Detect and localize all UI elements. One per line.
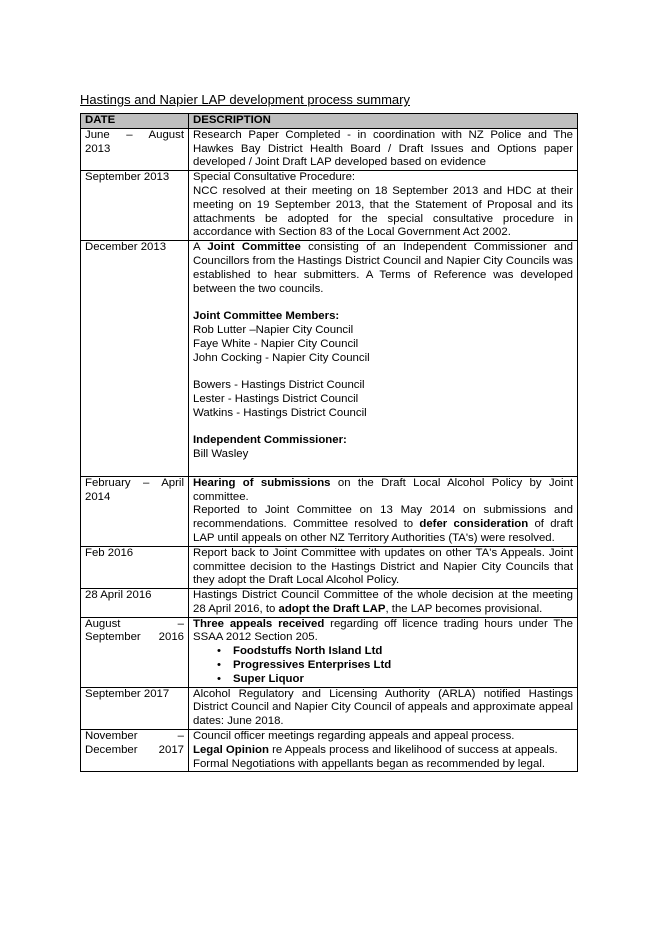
- members-heading: Joint Committee Members:: [193, 310, 340, 323]
- row-date: August – September 2016: [81, 617, 189, 687]
- row-description: Report back to Joint Committee with updates on other TA's Appeals. Joint committee decision to the Hastings District and Napier City Councils that they adopt the Draft Local Alcohol Policy.: [189, 546, 578, 588]
- procedure-text: NCC resolved at their meeting on 18 September 2013 and HDC at their meeting on 19 September 2013, that the Statement of Proposal and its attachments be adopted for the special consultative procedure in accordance with Section 83 of the Local Government Act 2002.: [193, 184, 573, 239]
- procedure-heading: Special Consultative Procedure:: [193, 171, 356, 184]
- table-row: [81, 687, 578, 729]
- appellant-item: • Progressives Enterprises Ltd: [193, 659, 573, 673]
- appellant-item: • Foodstuffs North Island Ltd: [193, 645, 573, 659]
- row-description: [189, 617, 578, 687]
- legal-opinion-bold: Legal Opinion: [193, 743, 269, 756]
- row-date: September 2013: [81, 171, 189, 241]
- member-item: Watkins - Hastings District Council: [193, 406, 367, 419]
- row-description: [189, 171, 578, 241]
- row-date: June – August 2013: [81, 128, 189, 170]
- commissioner-heading: Independent Commissioner:: [193, 434, 347, 447]
- legal-opinion-text: re Appeals process and likelihood of success at appeals.: [268, 743, 558, 756]
- member-item: Bowers - Hastings District Council: [193, 379, 365, 392]
- table-row: [81, 476, 578, 546]
- intro-text: consisting of an Independent Commissioner and Councillors from the Hastings District Council and Napier City Councils was established to hear submitters. A Terms of Reference was developed between the two councils.: [193, 241, 573, 295]
- table-row: [81, 128, 578, 170]
- row-date: Feb 2016: [81, 546, 189, 588]
- hearing-bold: Hearing of submissions: [193, 476, 331, 489]
- row-description: [189, 476, 578, 546]
- description-column-header: DESCRIPTION: [189, 114, 578, 129]
- meetings-text: Council officer meetings regarding appeals and appeal process.: [193, 730, 515, 743]
- commissioner-name: Bill Wasley: [193, 448, 249, 461]
- member-item: Faye White - Napier City Council: [193, 337, 359, 350]
- negotiations-text: Formal Negotiations with appellants began as recommended by legal.: [193, 757, 546, 770]
- member-item: Lester - Hastings District Council: [193, 392, 359, 405]
- appellant-item: • Super Liquor: [193, 673, 573, 687]
- intro-text: A: [193, 241, 208, 254]
- report-text: of draft LAP until appeals on other NZ Territory Authorities (TA's) were resolved.: [193, 518, 574, 544]
- row-description: [189, 730, 578, 772]
- appellant-list: [193, 645, 573, 686]
- hearing-text: on the Draft Local Alcohol Policy by Joint committee.: [193, 476, 573, 503]
- lap-summary-table: [80, 113, 578, 772]
- table-header-row: [81, 114, 578, 129]
- member-item: John Cocking - Napier City Council: [193, 351, 370, 364]
- appeals-bold: Three appeals received: [193, 617, 325, 630]
- member-item: Rob Lutter –Napier City Council: [193, 323, 354, 336]
- decision-text: Hastings District Council Committee of the whole decision at the meeting 28 April 2016, to: [193, 589, 573, 615]
- row-date: February – April 2014: [81, 476, 189, 546]
- table-row: [81, 617, 578, 687]
- row-date: 28 April 2016: [81, 589, 189, 618]
- row-description: [189, 589, 578, 618]
- decision-text: , the LAP becomes provisional.: [385, 602, 543, 615]
- report-text: Reported to Joint Committee on 13 May 2014 on submissions and recommendations. Committee resolved to: [193, 504, 573, 531]
- date-column-header: DATE: [81, 114, 189, 129]
- row-description: Alcohol Regulatory and Licensing Authority (ARLA) notified Hastings District Council and Napier City Council of appeals and approximate appeal dates: June 2018.: [189, 687, 578, 729]
- adopt-bold: adopt the Draft LAP: [278, 602, 386, 615]
- joint-committee-intro: [193, 241, 573, 296]
- table-row: [81, 546, 578, 588]
- table-row: [81, 171, 578, 241]
- appeals-text: regarding off licence trading hours under The SSAA 2012 Section 205.: [193, 617, 574, 644]
- table-row: [81, 241, 578, 477]
- row-date: September 2017: [81, 687, 189, 729]
- table-row: [81, 730, 578, 772]
- row-description: [189, 241, 578, 477]
- defer-bold: defer consideration: [419, 518, 529, 531]
- row-description: Research Paper Completed - in coordination with NZ Police and The Hawkes Bay District Health Board / Draft Issues and Options paper developed / Joint Draft LAP developed based on evidence: [189, 128, 578, 170]
- page-title: Hastings and Napier LAP development process summary: [80, 92, 410, 107]
- row-date: November – December 2017: [81, 730, 189, 772]
- row-date: December 2013: [81, 241, 189, 477]
- table-row: [81, 589, 578, 618]
- intro-bold: Joint Committee: [207, 241, 301, 254]
